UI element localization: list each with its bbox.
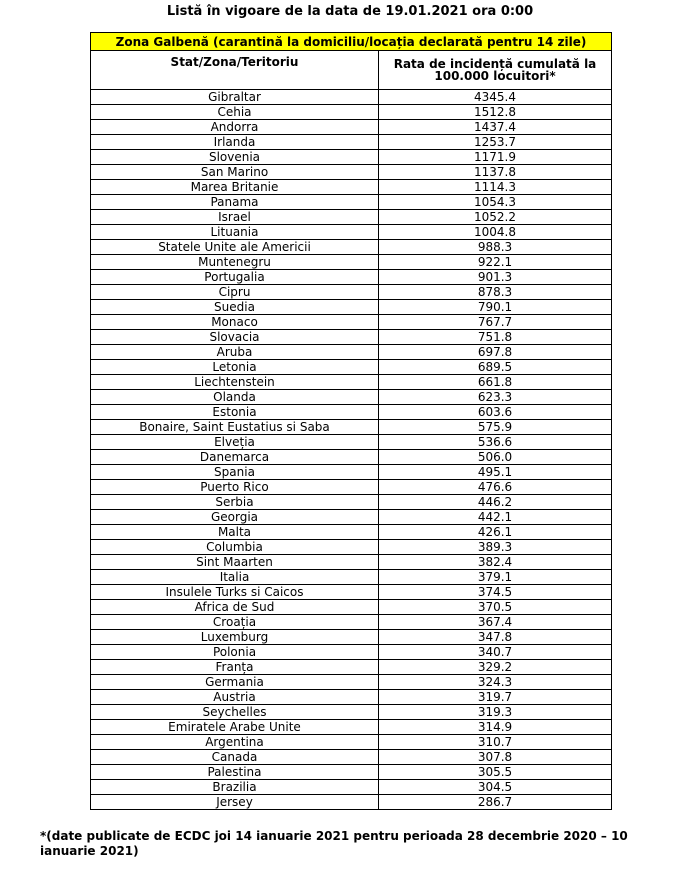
table-row: [91, 105, 612, 120]
table-row: [91, 345, 612, 360]
country-cell: Cipru: [91, 285, 379, 300]
rate-cell: 370.5: [379, 600, 612, 615]
country-cell: Insulele Turks si Caicos: [91, 585, 379, 600]
country-cell: Monaco: [91, 315, 379, 330]
country-cell: Cehia: [91, 105, 379, 120]
country-cell: Portugalia: [91, 270, 379, 285]
table-row: [91, 525, 612, 540]
country-cell: Georgia: [91, 510, 379, 525]
country-cell: Franța: [91, 660, 379, 675]
country-cell: Seychelles: [91, 705, 379, 720]
table-row: [91, 405, 612, 420]
table-row: [91, 555, 612, 570]
country-cell: Aruba: [91, 345, 379, 360]
table-row: [91, 600, 612, 615]
rate-cell: 1054.3: [379, 195, 612, 210]
page-title: Listă în vigoare de la data de 19.01.2021 ora 0:00: [166, 4, 534, 19]
country-cell: Austria: [91, 690, 379, 705]
rate-cell: 319.7: [379, 690, 612, 705]
table-row: [91, 780, 612, 795]
rate-cell: 697.8: [379, 345, 612, 360]
table-row: [91, 765, 612, 780]
table-row: [91, 750, 612, 765]
country-cell: Irlanda: [91, 135, 379, 150]
table-row: [91, 240, 612, 255]
rate-cell: 4345.4: [379, 90, 612, 105]
rate-cell: 1114.3: [379, 180, 612, 195]
rate-cell: 476.6: [379, 480, 612, 495]
rate-cell: 347.8: [379, 630, 612, 645]
country-cell: Slovenia: [91, 150, 379, 165]
country-cell: Argentina: [91, 735, 379, 750]
rate-cell: 922.1: [379, 255, 612, 270]
rate-cell: 1171.9: [379, 150, 612, 165]
rate-cell: 603.6: [379, 405, 612, 420]
rate-cell: 382.4: [379, 555, 612, 570]
table-row: [91, 120, 612, 135]
zone-table: [90, 32, 612, 810]
rate-cell: 988.3: [379, 240, 612, 255]
country-cell: Statele Unite ale Americii: [91, 240, 379, 255]
table-row: [91, 690, 612, 705]
column-header-country: Stat/Zona/Teritoriu: [91, 51, 379, 90]
rate-cell: 389.3: [379, 540, 612, 555]
table-row: [91, 210, 612, 225]
country-cell: Jersey: [91, 795, 379, 810]
rate-cell: 878.3: [379, 285, 612, 300]
table-row: [91, 495, 612, 510]
country-cell: Olanda: [91, 390, 379, 405]
table-row: [91, 615, 612, 630]
table-row: [91, 705, 612, 720]
table-row: [91, 720, 612, 735]
country-cell: Elveția: [91, 435, 379, 450]
country-cell: Serbia: [91, 495, 379, 510]
country-cell: Andorra: [91, 120, 379, 135]
rate-cell: 307.8: [379, 750, 612, 765]
country-cell: Palestina: [91, 765, 379, 780]
country-cell: Panama: [91, 195, 379, 210]
country-cell: Gibraltar: [91, 90, 379, 105]
rate-cell: 305.5: [379, 765, 612, 780]
table-row: [91, 570, 612, 585]
table-row: [91, 585, 612, 600]
table-row: [91, 360, 612, 375]
table-row: [91, 435, 612, 450]
country-cell: San Marino: [91, 165, 379, 180]
rate-cell: 324.3: [379, 675, 612, 690]
table-row: [91, 225, 612, 240]
country-cell: Letonia: [91, 360, 379, 375]
table-body: [91, 90, 612, 810]
rate-cell: 426.1: [379, 525, 612, 540]
rate-cell: 304.5: [379, 780, 612, 795]
country-cell: Spania: [91, 465, 379, 480]
country-cell: Israel: [91, 210, 379, 225]
country-cell: Danemarca: [91, 450, 379, 465]
table-row: [91, 315, 612, 330]
rate-cell: 379.1: [379, 570, 612, 585]
country-cell: Malta: [91, 525, 379, 540]
table-row: [91, 630, 612, 645]
rate-cell: 790.1: [379, 300, 612, 315]
table-row: [91, 675, 612, 690]
table-row: [91, 735, 612, 750]
rate-cell: 1004.8: [379, 225, 612, 240]
rate-cell: 374.5: [379, 585, 612, 600]
table-row: [91, 420, 612, 435]
table-row: [91, 255, 612, 270]
rate-cell: 286.7: [379, 795, 612, 810]
country-cell: Slovacia: [91, 330, 379, 345]
country-cell: Lituania: [91, 225, 379, 240]
rate-cell: 751.8: [379, 330, 612, 345]
country-cell: Marea Britanie: [91, 180, 379, 195]
column-header-row: [91, 51, 612, 90]
table-row: [91, 465, 612, 480]
country-cell: Muntenegru: [91, 255, 379, 270]
table-row: [91, 645, 612, 660]
rate-cell: 1512.8: [379, 105, 612, 120]
table-row: [91, 300, 612, 315]
country-cell: Emiratele Arabe Unite: [91, 720, 379, 735]
country-cell: Sint Maarten: [91, 555, 379, 570]
table-row: [91, 795, 612, 810]
rate-cell: 442.1: [379, 510, 612, 525]
rate-cell: 1437.4: [379, 120, 612, 135]
table-row: [91, 330, 612, 345]
table-row: [91, 195, 612, 210]
country-cell: Canada: [91, 750, 379, 765]
rate-cell: 495.1: [379, 465, 612, 480]
rate-cell: 661.8: [379, 375, 612, 390]
table-row: [91, 90, 612, 105]
rate-cell: 767.7: [379, 315, 612, 330]
table-row: [91, 285, 612, 300]
country-cell: Luxemburg: [91, 630, 379, 645]
rate-cell: 314.9: [379, 720, 612, 735]
column-header-rate: Rata de incidență cumulată la 100.000 locuitori*: [379, 51, 612, 90]
rate-cell: 689.5: [379, 360, 612, 375]
rate-cell: 575.9: [379, 420, 612, 435]
table-row: [91, 270, 612, 285]
rate-cell: 340.7: [379, 645, 612, 660]
rate-cell: 310.7: [379, 735, 612, 750]
rate-cell: 319.3: [379, 705, 612, 720]
table-row: [91, 180, 612, 195]
table-row: [91, 375, 612, 390]
rate-cell: 367.4: [379, 615, 612, 630]
rate-cell: 506.0: [379, 450, 612, 465]
country-cell: Italia: [91, 570, 379, 585]
rate-cell: 1137.8: [379, 165, 612, 180]
zone-header-row: [91, 33, 612, 51]
table-row: [91, 135, 612, 150]
rate-cell: 623.3: [379, 390, 612, 405]
table-row: [91, 660, 612, 675]
country-cell: Croația: [91, 615, 379, 630]
rate-cell: 536.6: [379, 435, 612, 450]
country-cell: Estonia: [91, 405, 379, 420]
rate-cell: 1052.2: [379, 210, 612, 225]
rate-cell: 446.2: [379, 495, 612, 510]
table-row: [91, 480, 612, 495]
country-cell: Liechtenstein: [91, 375, 379, 390]
table-row: [91, 450, 612, 465]
country-cell: Africa de Sud: [91, 600, 379, 615]
country-cell: Brazilia: [91, 780, 379, 795]
table-row: [91, 165, 612, 180]
table-row: [91, 540, 612, 555]
rate-cell: 329.2: [379, 660, 612, 675]
table-row: [91, 390, 612, 405]
table-row: [91, 150, 612, 165]
country-cell: Bonaire, Saint Eustatius si Saba: [91, 420, 379, 435]
table-row: [91, 510, 612, 525]
rate-cell: 901.3: [379, 270, 612, 285]
country-cell: Puerto Rico: [91, 480, 379, 495]
country-cell: Columbia: [91, 540, 379, 555]
footnote: *(date publicate de ECDC joi 14 ianuarie 2021 pentru perioada 28 decembrie 2020 – 10 ianuarie 2021): [40, 829, 628, 858]
country-cell: Suedia: [91, 300, 379, 315]
rate-cell: 1253.7: [379, 135, 612, 150]
country-cell: Polonia: [91, 645, 379, 660]
zone-header: Zona Galbenă (carantină la domiciliu/locația declarată pentru 14 zile): [91, 33, 612, 51]
country-cell: Germania: [91, 675, 379, 690]
